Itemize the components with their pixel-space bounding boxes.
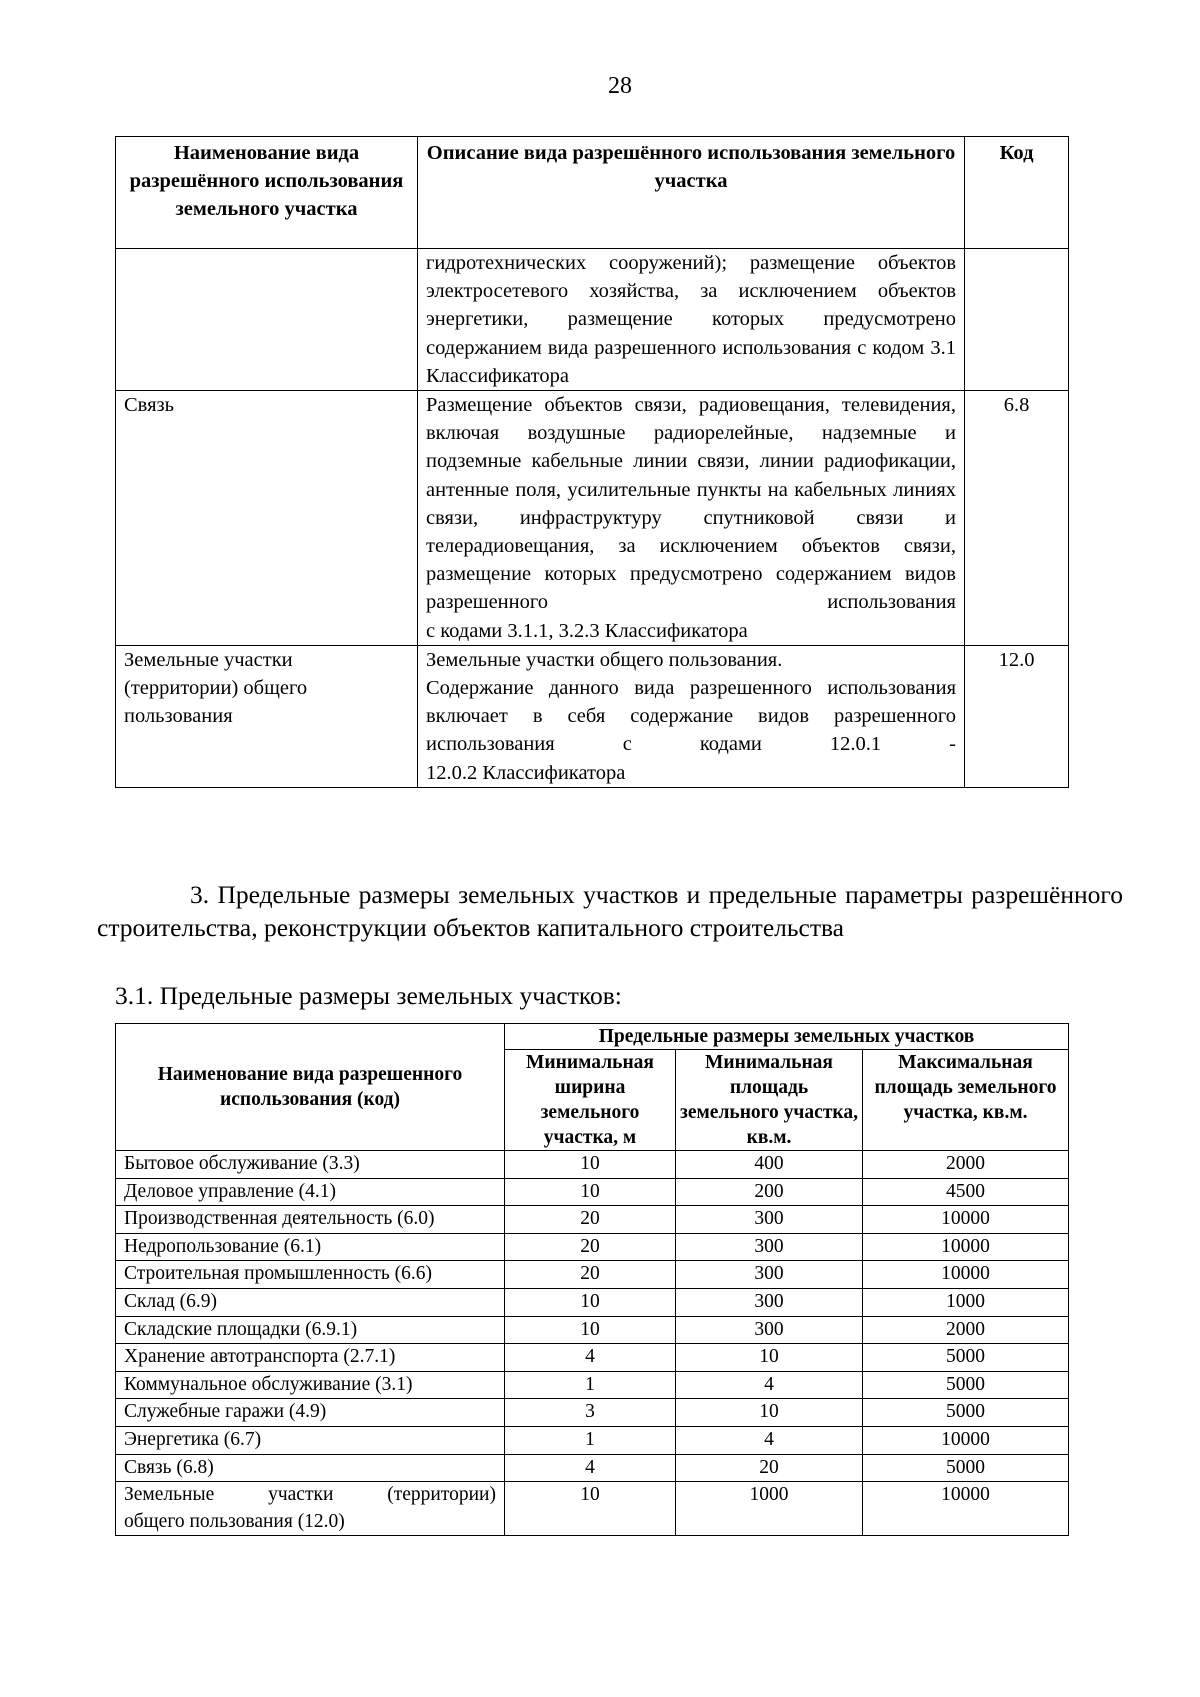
table-row [116,1344,1069,1372]
table-row [116,1233,1069,1261]
min-width-cell: 20 [505,1261,676,1289]
table-row [116,1178,1069,1206]
table-row [116,1371,1069,1399]
max-area-cell: 2000 [863,1316,1069,1344]
land-plot-size-limits-table [115,1023,1069,1536]
use-description-last-line: 12.0.2 Классификатора [426,761,626,784]
max-area-cell: 10000 [863,1261,1069,1289]
min-width-cell: 1 [505,1426,676,1454]
table-row [116,1482,1069,1536]
use-description-cell [418,391,965,646]
max-area-cell: 5000 [863,1344,1069,1372]
use-description-cell [418,645,965,787]
table-header-row [116,1024,1069,1050]
use-description-first-line: Земельные участки общего пользования. [426,648,783,671]
max-area-cell: 10000 [863,1206,1069,1234]
section-heading: 3. Предельные размеры земельных участков и предельные параметры разрешённого строительства, реконструкции объектов капитального строительства [97,880,1123,942]
table-row [116,391,1069,646]
min-width-cell: 4 [505,1344,676,1372]
table-row [116,1261,1069,1289]
use-description-cell [418,249,965,391]
use-name-cell [116,249,418,391]
size-use-name-cell: Деловое управление (4.1) [116,1178,505,1206]
size-use-name-cell: Складские площадки (6.9.1) [116,1316,505,1344]
header-size-group: Предельные размеры земельных участков [505,1024,1069,1050]
size-use-name-cell [116,1482,505,1536]
max-area-cell: 5000 [863,1454,1069,1482]
min-width-cell: 10 [505,1288,676,1316]
header-use-name: Наименование вида разрешённого использования земельного участка [116,137,418,249]
table-row [116,1399,1069,1427]
min-width-cell: 10 [505,1178,676,1206]
use-description-text: гидротехнических сооружений); размещение объектов электросетевого хозяйства, за исключением объектов энергетики, размещение которых предусмотрено содержанием вида разрешенного использования с кодом 3.1 [426,252,956,359]
min-width-cell: 10 [505,1151,676,1179]
min-area-cell: 300 [676,1316,863,1344]
table-row [116,1316,1069,1344]
min-area-cell: 20 [676,1454,863,1482]
use-description-last-line: Классификатора [426,364,569,387]
land-use-types-table [115,136,1069,788]
size-use-name-line1: Земельные участки (территории) [124,1484,496,1506]
min-area-cell: 200 [676,1178,863,1206]
max-area-cell: 10000 [863,1426,1069,1454]
min-area-cell: 10 [676,1344,863,1372]
min-width-cell: 20 [505,1206,676,1234]
min-area-cell: 300 [676,1261,863,1289]
table-row [116,1426,1069,1454]
size-use-name-cell: Недропользование (6.1) [116,1233,505,1261]
max-area-cell: 5000 [863,1399,1069,1427]
subsection-heading: 3.1. Предельные размеры земельных участков: [115,981,622,1010]
min-area-cell: 400 [676,1151,863,1179]
table-row [116,645,1069,787]
min-width-cell: 10 [505,1316,676,1344]
min-width-cell: 4 [505,1454,676,1482]
max-area-cell: 10000 [863,1482,1069,1536]
max-area-cell: 4500 [863,1178,1069,1206]
use-code-cell [965,249,1069,391]
min-area-cell: 1000 [676,1482,863,1536]
size-use-name-cell: Коммунальное обслуживание (3.1) [116,1371,505,1399]
size-use-name-cell: Бытовое обслуживание (3.3) [116,1151,505,1179]
header-min-width: Минимальная ширина земельного участка, м [505,1050,676,1151]
header-max-area: Максимальная площадь земельного участка, кв.м. [863,1050,1069,1151]
min-width-cell: 1 [505,1371,676,1399]
table-row [116,1288,1069,1316]
table-row [116,1454,1069,1482]
max-area-cell: 10000 [863,1233,1069,1261]
size-use-name-line2: общего пользования (12.0) [124,1510,345,1532]
max-area-cell: 2000 [863,1151,1069,1179]
min-area-cell: 4 [676,1371,863,1399]
use-code-cell: 12.0 [965,645,1069,787]
min-area-cell: 300 [676,1288,863,1316]
size-use-name-cell: Склад (6.9) [116,1288,505,1316]
min-area-cell: 300 [676,1233,863,1261]
size-use-name-cell: Хранение автотранспорта (2.7.1) [116,1344,505,1372]
size-use-name-cell: Энергетика (6.7) [116,1426,505,1454]
size-use-name-cell: Строительная промышленность (6.6) [116,1261,505,1289]
header-use-code: Код [965,137,1069,249]
page-number: 28 [608,73,632,99]
max-area-cell: 1000 [863,1288,1069,1316]
size-use-name-cell: Служебные гаражи (4.9) [116,1399,505,1427]
min-width-cell: 3 [505,1399,676,1427]
header-use-description: Описание вида разрешённого использования земельного участка [418,137,965,249]
min-area-cell: 10 [676,1399,863,1427]
table-row [116,1206,1069,1234]
use-description-text: Содержание данного вида разрешенного использования включает в себя содержание видов разрешенного использования с кодами 12.0.1 - [426,677,956,756]
table-row [116,1151,1069,1179]
max-area-cell: 5000 [863,1371,1069,1399]
use-name-cell: Земельные участки (территории) общего пользования [116,645,418,787]
min-area-cell: 4 [676,1426,863,1454]
use-name-cell: Связь [116,391,418,646]
use-code-cell: 6.8 [965,391,1069,646]
size-use-name-cell: Связь (6.8) [116,1454,505,1482]
table-row [116,249,1069,391]
size-use-name-cell: Производственная деятельность (6.0) [116,1206,505,1234]
use-description-last-line: с кодами 3.1.1, 3.2.3 Классификатора [426,619,748,642]
min-width-cell: 10 [505,1482,676,1536]
header-min-area: Минимальная площадь земельного участка, кв.м. [676,1050,863,1151]
min-area-cell: 300 [676,1206,863,1234]
min-width-cell: 20 [505,1233,676,1261]
use-description-text: Размещение объектов связи, радиовещания, телевидения, включая воздушные радиорелейные, надземные и подземные кабельные линии связи, линии радиофикации, антенные поля, усилительные пункты на кабельных линиях связи, инфраструктуру спутниковой связи и телерадиовещания, за исключением объектов связи, размещение которых предусмотрено содержанием видов разрешенного использования [426,394,956,614]
table-header-row [116,137,1069,249]
header-size-use-name: Наименование вида разрешенного использования (код) [116,1024,505,1151]
